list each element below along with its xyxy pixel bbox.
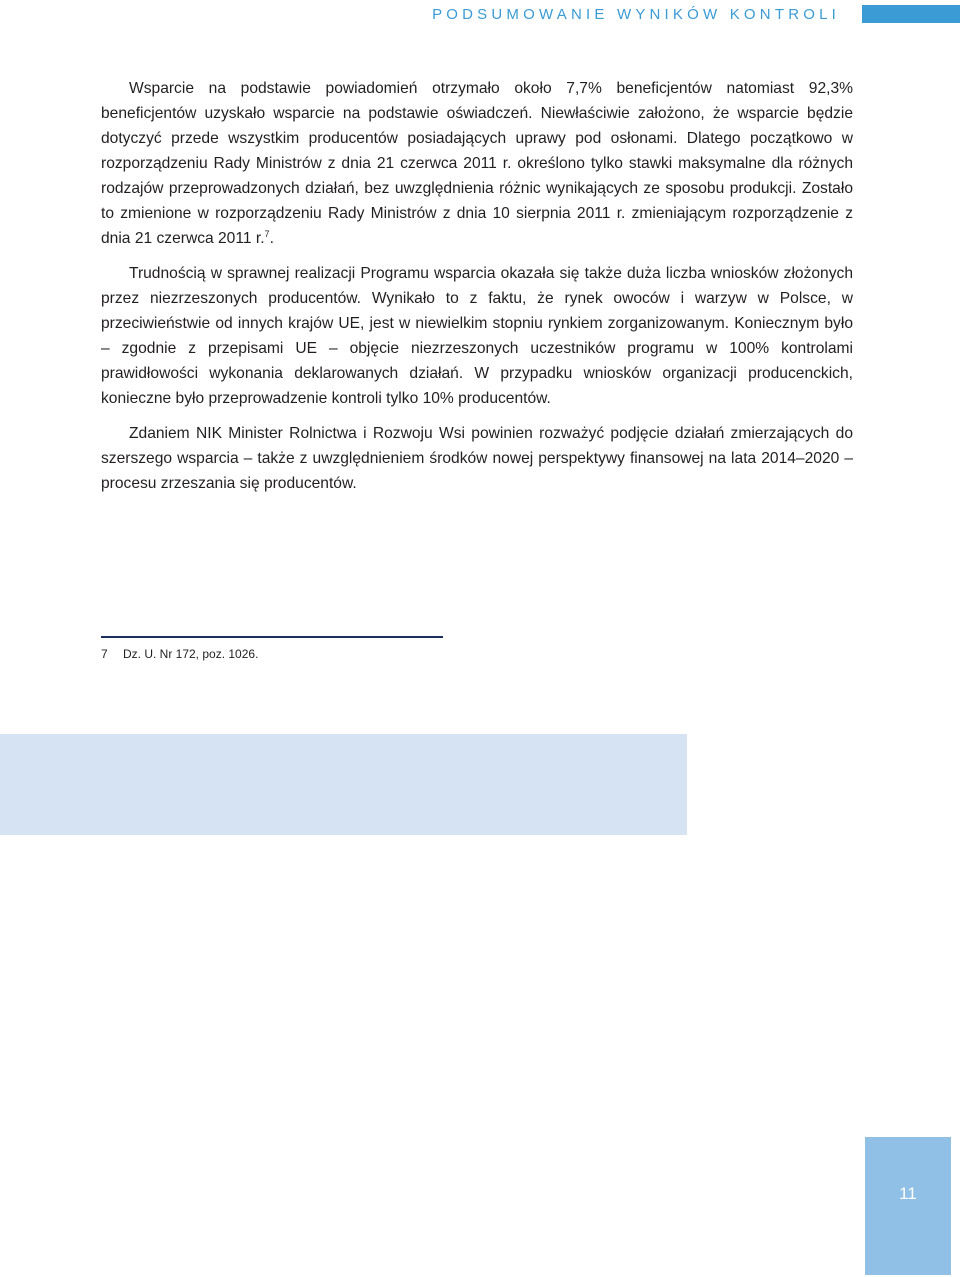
- paragraph-difficulties: Trudnością w sprawnej realizacji Programu wsparcia okazała się także duża liczba wniosków złożonych przez niezrzeszonych producentów. Wynikało to z faktu, że rynek owoców i warzyw w Polsce, w przeciwieństwie od innych krajów UE, jest w niewielkim stopniu rynkiem zorganizowanym. Koniecznym było – zgodnie z przepisami UE – objęcie niezrzeszonych uczestników programu w 100% kontrolami prawidłowości wykonania deklarowanych działań. W przypadku wniosków organizacji producenckich, konieczne było przeprowadzenie kontroli tylko 10% producentów.: [101, 265, 853, 407]
- page-number: 11: [899, 1184, 917, 1203]
- footnote-text: Dz. U. Nr 172, poz. 1026.: [123, 647, 259, 661]
- paragraph-nik-opinion: Zdaniem NIK Minister Rolnictwa i Rozwoju Wsi powinien rozważyć podjęcie działań zmierzających do szerszego wsparcia – także z uwzględnieniem środków nowej perspektywy finansowej na lata 2014–2020 – procesu zrzeszania się producentów.: [101, 425, 853, 492]
- footnote: [101, 647, 258, 661]
- paragraph-text-end: .: [269, 230, 274, 247]
- footnote-ref: 7: [264, 228, 270, 239]
- page-number-tab: [865, 1137, 951, 1275]
- footnote-number: 7: [101, 647, 108, 661]
- paragraph-text: Wsparcie na podstawie powiadomień otrzymało około 7,7% beneficjentów natomiast 92,3% beneficjentów uzyskało wsparcie na podstawie oświadczeń. Niewłaściwie założono, że wsparcie będzie dotyczyć przede wszystkim producentów posiadających uprawy pod osłonami. Dlatego początkowo w rozporządzeniu Rady Ministrów z dnia 21 czerwca 2011 r. określono tylko stawki maksymalne dla różnych rodzajów przeprowadzonych działań, bez uwzględnienia różnic wynikających ze sposobu produkcji. Zostało to zmienione w rozporządzeniu Rady Ministrów z dnia 10 sierpnia 2011 r. zmieniającym rozporządzenie z dnia 21 czerwca 2011 r.: [101, 80, 853, 247]
- main-text: [101, 76, 853, 496]
- header-accent-block: [862, 5, 960, 23]
- footnote-divider: [101, 636, 443, 638]
- running-header: PODSUMOWANIE WYNIKÓW KONTROLI: [432, 6, 840, 23]
- paragraph-support-notices: [101, 76, 853, 251]
- decorative-light-block: [0, 734, 687, 835]
